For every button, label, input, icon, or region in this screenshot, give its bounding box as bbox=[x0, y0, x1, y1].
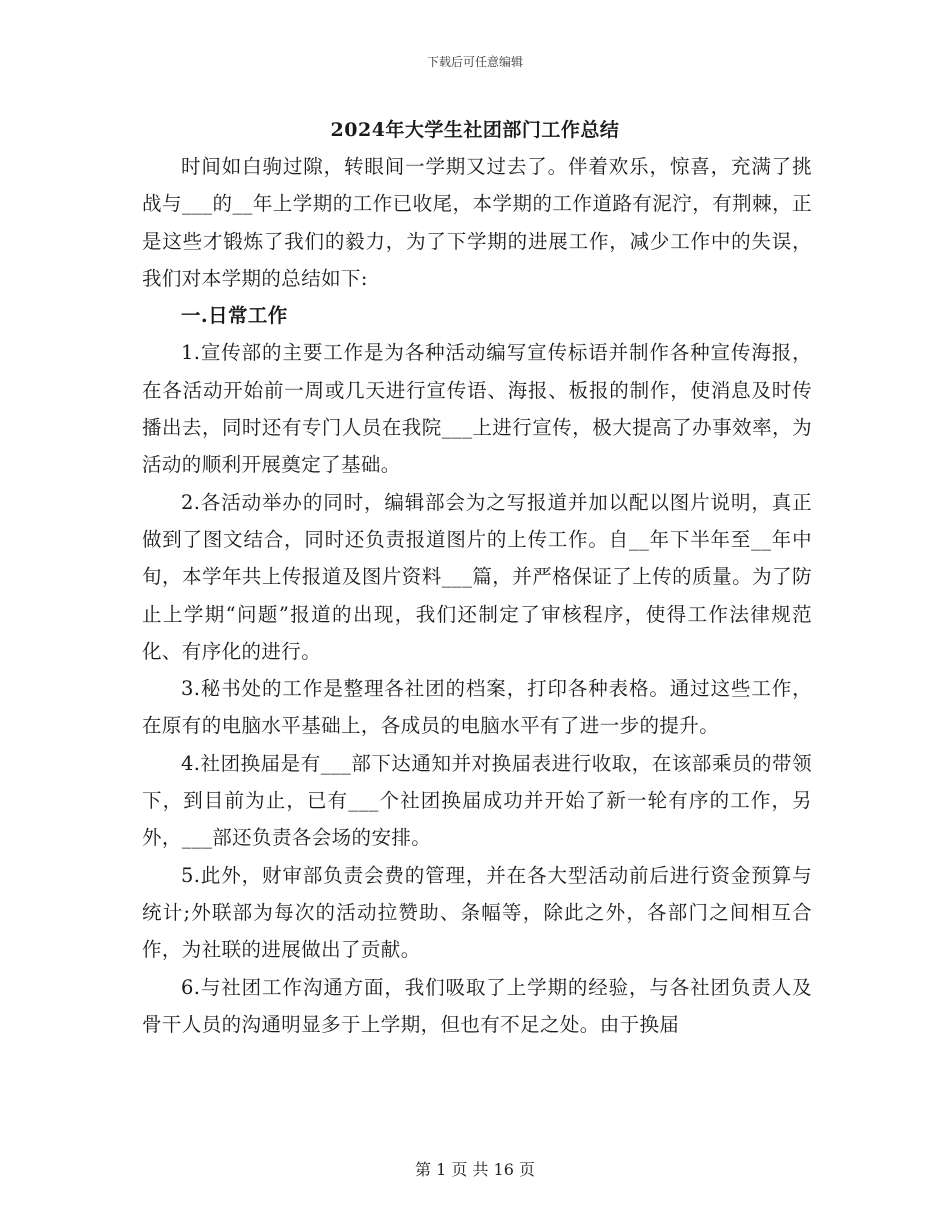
paragraph-2-editorial: 2.各活动举办的同时，编辑部会为之写报道并加以配以图片说明，真正做到了图文结合，同时还负责报道图片的上传工作。自__年下半年至__年中旬，本学年共上传报道及图片资料___篇，并严格保证了上传的质量。为了防止上学期“问题”报道的出现，我们还制定了审核程序，使得工作法律规范化、有序化的进行。 bbox=[142, 490, 812, 663]
paragraph-4-club-election: 4.社团换届是有___部下达通知并对换届表进行收取，在该部乘员的带领下，到目前为止，已有___个社团换届成功并开始了新一轮有序的工作，另外，___部还负责各会场的安排。 bbox=[142, 751, 812, 850]
paragraph-1-publicity: 1.宣传部的主要工作是为各种活动编写宣传标语并制作各种宣传海报，在各活动开始前一周或几天进行宣传语、海报、板报的制作，使消息及时传播出去，同时还有专门人员在我院___上进行宣传，极大提高了办事效率，为活动的顺利开展奠定了基础。 bbox=[142, 341, 812, 477]
section-heading-daily-work: 一.日常工作 bbox=[181, 304, 288, 328]
paragraph-6-communication: 6.与社团工作沟通方面，我们吸取了上学期的经验，与各社团负责人及骨干人员的沟通明显多于上学期，但也有不足之处。由于换届 bbox=[142, 975, 812, 1036]
document-title: 2024年大学生社团部门工作总结 bbox=[330, 119, 620, 141]
header-note: 下载后可任意编辑 bbox=[426, 55, 523, 69]
paragraph-5-finance: 5.此外，财审部负责会费的管理，并在各大型活动前后进行资金预算与统计;外联部为每次的活动拉赞助、条幅等，除此之外，各部门之间相互合作，为社联的进展做出了贡献。 bbox=[142, 863, 812, 962]
paragraph-3-secretariat: 3.秘书处的工作是整理各社团的档案，打印各种表格。通过这些工作，在原有的电脑水平基础上，各成员的电脑水平有了进一步的提升。 bbox=[142, 677, 812, 738]
intro-paragraph: 时间如白驹过隙，转眼间一学期又过去了。伴着欢乐，惊喜，充满了挑战与___的__年上学期的工作已收尾，本学期的工作道路有泥泞，有荆棘，正是这些才锻炼了我们的毅力，为了下学期的进展工作，减少工作中的失误，我们对本学期的总结如下: bbox=[142, 155, 812, 290]
document-body bbox=[142, 148, 812, 1043]
page-footer: 第 1 页 共 16 页 bbox=[415, 1160, 535, 1179]
